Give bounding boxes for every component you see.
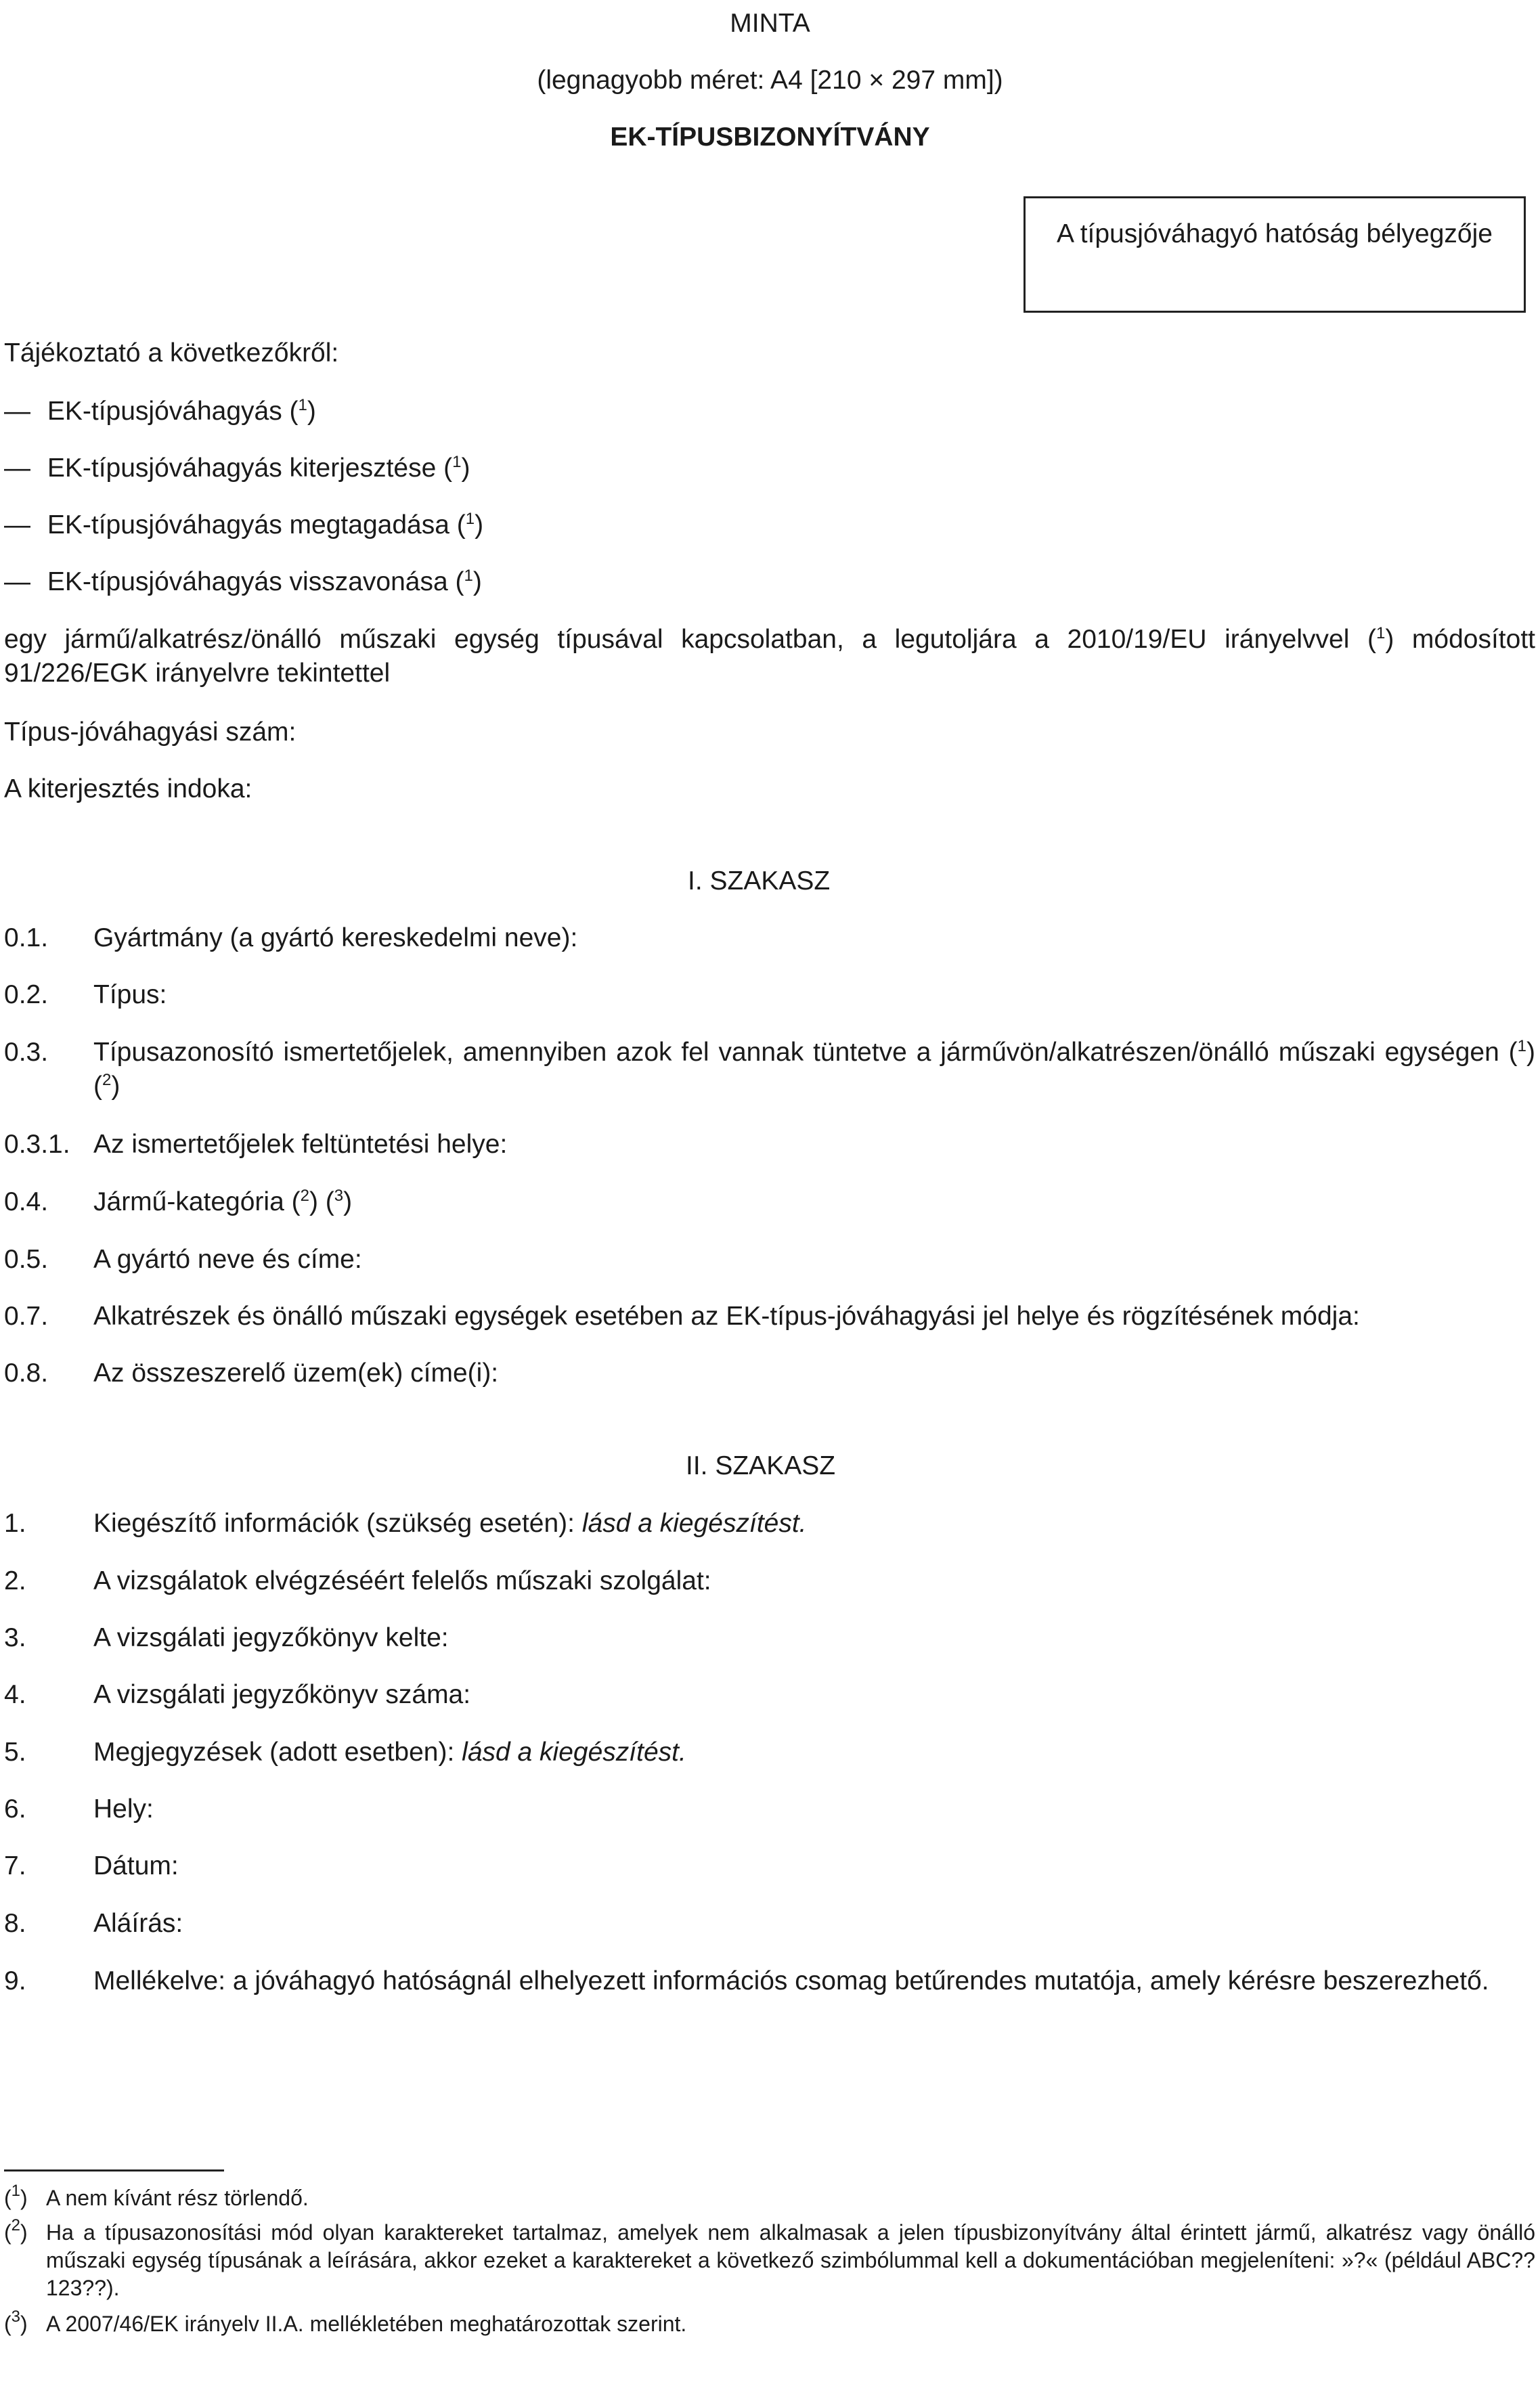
intro-item-text: EK-típusjóváhagyás megtagadása: [47, 510, 449, 539]
section-2-item: [0, 1564, 1540, 1598]
intro-paragraph-part: egy jármű/alkatrész/önálló műszaki egység típusával kapcsolatban, a legutoljára a 2010/19/EU irányelvvel: [4, 625, 1350, 654]
item-number: 0.2.: [4, 980, 49, 1009]
section-1-item: [0, 1300, 1540, 1333]
extension-reason-label: A kiterjesztés indoka:: [4, 774, 252, 803]
item-text: Alkatrészek és önálló műszaki egységek esetében az EK-típus-jóváhagyási jel helye és rögzítésének módja:: [93, 1302, 1360, 1331]
item-text: Megjegyzések (adott esetben):: [93, 1738, 455, 1767]
intro-paragraph: egy jármű/alkatrész/önálló műszaki egység típusával kapcsolatban, a legutoljára a 2010/19/EU irányelvvel ($^1$) módosított 91/226/EGK irányelvre tekintettel: [4, 624, 1535, 688]
footnote-text: A 2007/46/EK irányelv II.A. mellékletében meghatározottak szerint.: [46, 2312, 687, 2336]
item-text: Kiegészítő információk (szükség esetén):: [93, 1509, 575, 1538]
dash-glyph: —: [4, 397, 30, 426]
section-2-item: [0, 1621, 1540, 1655]
intro-item: — EK-típusjóváhagyás kiterjesztése ($^1$): [4, 453, 470, 483]
item-number: 8.: [4, 1909, 26, 1938]
section-2-item: [0, 1792, 1540, 1826]
minta-label: MINTA: [730, 9, 810, 38]
dash-glyph: —: [4, 454, 30, 483]
intro-item-text: EK-típusjóváhagyás: [47, 397, 282, 426]
intro-item-text: EK-típusjóváhagyás visszavonása: [47, 567, 448, 596]
authority-stamp-box: [1024, 196, 1526, 313]
item-number: 0.3.: [4, 1038, 49, 1067]
footnote-text: Ha a típusazonosítási mód olyan karaktereket tartalmaz, amelyek nem alkalmasak a jelen típusbizonyítvány által érintett jármű, alkatrész vagy önálló műszaki egység típusának a leírására, akkor ezeket a karaktereket a következő szimbólummal kell a dokumentációban megjeleníteni: »?« (például ABC??123??).: [46, 2220, 1535, 2300]
intro-item-text: EK-típusjóváhagyás kiterjesztése: [47, 454, 437, 483]
section-1-item: [0, 1243, 1540, 1277]
item-text: Típus:: [93, 980, 167, 1009]
footnote-ref: 3: [334, 1187, 344, 1205]
item-number: 1.: [4, 1509, 26, 1538]
item-number: 9.: [4, 1966, 26, 1996]
footnote-text: A nem kívánt rész törlendő.: [46, 2186, 309, 2210]
item-text: Gyártmány (a gyártó kereskedelmi neve):: [93, 923, 578, 952]
section-2-item: [0, 1964, 1540, 2032]
section-2-item: [0, 1907, 1540, 1941]
footnote: [4, 2184, 1535, 2212]
section-2-item: [0, 1736, 1540, 1769]
item-number: 0.5.: [4, 1245, 49, 1274]
intro-paragraph-part: módosított 91/226/EGK irányelvre tekintettel: [4, 625, 1535, 688]
item-text-block: Típusazonosító ismertetőjelek, amennyiben azok fel vannak tüntetve a járművön/alkatrészen/önálló műszaki egységen ($^1$) ($^2$): [93, 1037, 1535, 1101]
footnote-number: 3: [11, 2308, 21, 2326]
item-text: A gyártó neve és címe:: [93, 1245, 362, 1274]
approval-number-label: Típus-jóváhagyási szám:: [4, 718, 296, 747]
item-text: Az ismertetőjelek feltüntetési helye:: [93, 1130, 508, 1159]
size-note: (legnagyobb méret: A4 [210 × 297 mm]): [537, 66, 1003, 95]
item-text: A vizsgálati jegyzőkönyv kelte:: [93, 1623, 449, 1652]
footnote-number: 2: [11, 2216, 21, 2234]
footnote-ref: 1: [465, 510, 475, 528]
dash-glyph: —: [4, 510, 30, 539]
item-text: Jármű-kategória: [93, 1187, 284, 1216]
section-1-item: [0, 1357, 1540, 1390]
item-number: 3.: [4, 1623, 26, 1652]
item-number: 6.: [4, 1794, 26, 1824]
section-2-item: [0, 1678, 1540, 1712]
item-number: 2.: [4, 1566, 26, 1595]
footnote-number: 1: [11, 2182, 21, 2200]
section-1-item: [0, 1128, 1540, 1162]
item-number: 5.: [4, 1738, 26, 1767]
item-text-block: [93, 1736, 686, 1769]
item-text: Aláírás:: [93, 1909, 183, 1938]
section-1-heading: I. SZAKASZ: [688, 866, 831, 896]
section-2-heading: II. SZAKASZ: [686, 1451, 836, 1480]
intro-item: — EK-típusjóváhagyás visszavonása ($^1$): [4, 567, 482, 596]
footnote-number-wrap: ($^1$): [4, 2182, 28, 2210]
item-number: 4.: [4, 1680, 26, 1709]
item-text: Dátum:: [93, 1851, 179, 1880]
footnote-ref: 2: [102, 1071, 112, 1089]
section-1-item: [0, 978, 1540, 1012]
footnote-ref: 1: [452, 453, 462, 471]
item-text: A vizsgálati jegyzőkönyv száma:: [93, 1680, 471, 1709]
footnote: [4, 2310, 1535, 2338]
item-text-block: Jármű-kategória ($^2$) ($^3$): [93, 1187, 353, 1216]
item-text: A vizsgálatok elvégzéséért felelős műszaki szolgálat:: [93, 1566, 711, 1595]
section-1-item: [0, 921, 1540, 955]
footnote-ref: 1: [298, 396, 307, 414]
stamp-box-text: A típusjóváhagyó hatóság bélyegzője: [1057, 219, 1493, 248]
intro-item: — EK-típusjóváhagyás ($^1$): [4, 396, 316, 426]
footnote-ref: 2: [300, 1187, 309, 1205]
item-text: Az összeszerelő üzem(ek) címe(i):: [93, 1359, 499, 1388]
item-number: 0.3.1.: [4, 1130, 70, 1159]
item-number: 7.: [4, 1851, 26, 1880]
item-italic-text: lásd a kiegészítést.: [581, 1509, 807, 1538]
item-text: Típusazonosító ismertetőjelek, amennyiben azok fel vannak tüntetve a járművön/alkatrészen/önálló műszaki egységen: [93, 1038, 1499, 1067]
page-title: EK-TÍPUSBIZONYÍTVÁNY: [610, 123, 930, 152]
footnote-ref: 1: [464, 567, 473, 585]
item-text: Mellékelve: a jóváhagyó hatóságnál elhelyezett információs csomag betűrendes mutatója, amely kérésre beszerezhető.: [93, 1966, 1489, 1996]
dash-glyph: —: [4, 567, 30, 596]
intro-label: Tájékoztató a következőkről:: [4, 338, 339, 368]
section-2-item: [0, 1849, 1540, 1883]
item-italic-text: lásd a kiegészítést.: [462, 1738, 686, 1767]
footnote: [4, 2216, 1535, 2302]
item-text: Hely:: [93, 1794, 154, 1824]
section-1-item: [0, 1185, 1540, 1219]
item-text-block: [93, 1507, 807, 1541]
item-number: 0.1.: [4, 923, 49, 952]
footnote-ref: 1: [1517, 1037, 1526, 1055]
footnote-number-wrap: ($^2$): [4, 2216, 28, 2245]
item-number: 0.4.: [4, 1187, 49, 1216]
section-2-item: [0, 1507, 1540, 1541]
footnote-divider: [4, 2169, 224, 2171]
intro-item: — EK-típusjóváhagyás megtagadása ($^1$): [4, 510, 484, 539]
item-number: 0.7.: [4, 1302, 49, 1331]
section-1-item: [0, 1036, 1540, 1103]
footnote-ref: 1: [1376, 624, 1386, 642]
item-number: 0.8.: [4, 1359, 49, 1388]
footnote-number-wrap: ($^3$): [4, 2308, 28, 2336]
